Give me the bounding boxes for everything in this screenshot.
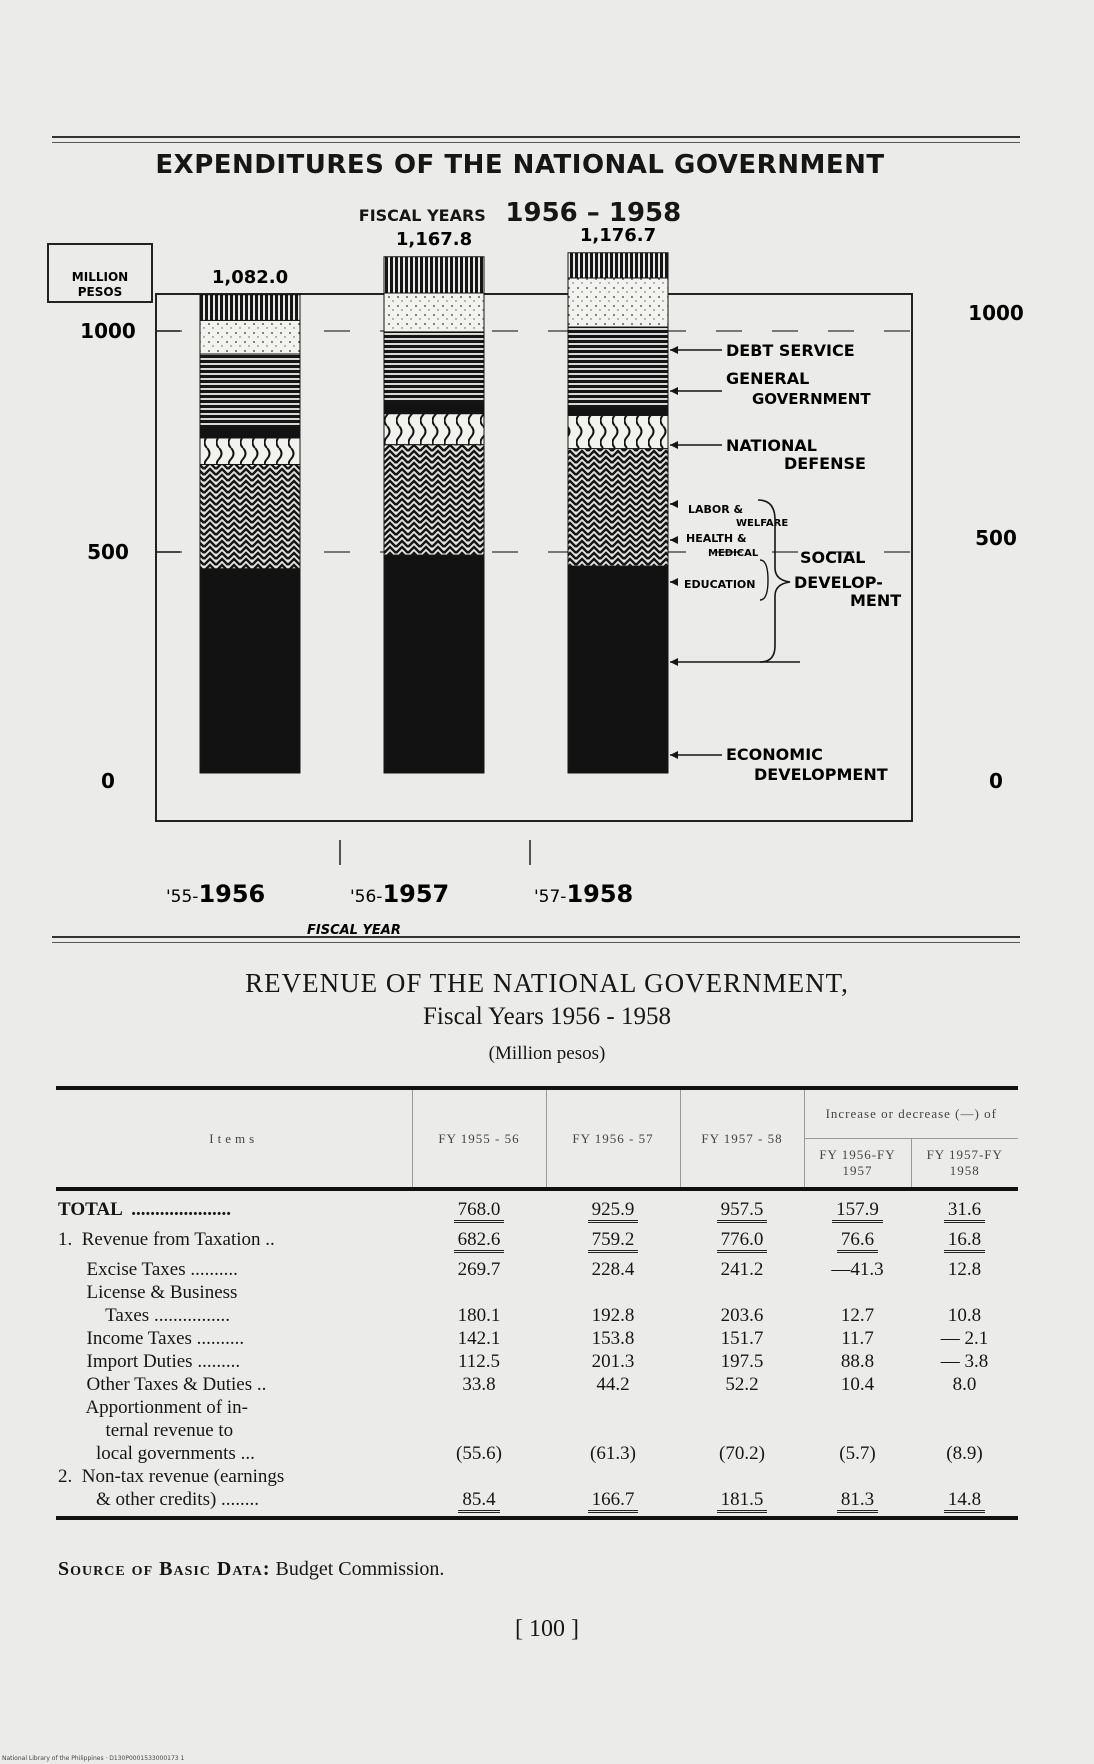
row-value xyxy=(546,1396,680,1419)
table-row xyxy=(56,1419,1018,1442)
legend-social-1: SOCIAL xyxy=(800,548,866,567)
expenditure-chart xyxy=(0,224,1094,950)
category-year: 1958 xyxy=(566,880,634,908)
row-value xyxy=(804,1350,911,1373)
bar-segment xyxy=(384,555,484,773)
bars xyxy=(200,225,668,773)
legend-arrow-social-head xyxy=(670,658,678,666)
bar-segment xyxy=(384,445,484,556)
category-prefix: '55- xyxy=(166,887,199,907)
row-value xyxy=(412,1189,546,1221)
chart-subtitle xyxy=(140,198,900,228)
row-value xyxy=(546,1465,680,1488)
row-label: Import Duties ......... xyxy=(58,1351,241,1372)
bar-segment xyxy=(384,257,484,293)
legend-arrow-debt-head xyxy=(670,346,678,354)
cell-value: 81.3 xyxy=(837,1489,878,1513)
header-change-1: FY 1956-FY 1957 xyxy=(804,1139,911,1190)
table-row xyxy=(56,1396,1018,1419)
row-value xyxy=(412,1465,546,1488)
row-value xyxy=(412,1373,546,1396)
row-value xyxy=(804,1281,911,1304)
table-row xyxy=(56,1251,1018,1281)
top-rule-thin xyxy=(52,142,1020,143)
legend-social-3: MENT xyxy=(850,591,902,610)
cell-value: 166.7 xyxy=(588,1489,639,1513)
category-year: 1956 xyxy=(198,880,266,908)
row-value xyxy=(680,1221,804,1251)
cell-value: 269.7 xyxy=(457,1259,501,1280)
bar-segment xyxy=(568,566,668,773)
row-value xyxy=(546,1350,680,1373)
row-value xyxy=(412,1396,546,1419)
y-tick-right: 1000 xyxy=(968,301,1024,325)
cell-value: 153.8 xyxy=(591,1328,635,1349)
row-value xyxy=(546,1304,680,1327)
row-value xyxy=(546,1373,680,1396)
row-value xyxy=(804,1221,911,1251)
cell-value: — 3.8 xyxy=(940,1351,989,1372)
row-label: & other credits) ........ xyxy=(56,1488,412,1518)
cell-value: — 2.1 xyxy=(940,1328,989,1349)
row-value xyxy=(680,1304,804,1327)
row-value xyxy=(546,1281,680,1304)
table-title: REVENUE OF THE NATIONAL GOVERNMENT, xyxy=(245,968,849,998)
bar-segment xyxy=(384,403,484,413)
header-change-2: FY 1957-FY 1958 xyxy=(911,1139,1018,1190)
bar-segment xyxy=(200,569,300,773)
cell-value: 33.8 xyxy=(462,1374,496,1395)
total-label: 1,167.8 xyxy=(395,228,473,250)
table-row xyxy=(56,1442,1018,1465)
legend-econ-1: ECONOMIC xyxy=(726,745,823,764)
row-value xyxy=(412,1442,546,1465)
row-label: Taxes ................ xyxy=(58,1305,230,1326)
cell-value: 192.8 xyxy=(591,1305,635,1326)
row-value xyxy=(546,1327,680,1350)
row-value xyxy=(804,1327,911,1350)
table-row xyxy=(56,1327,1018,1350)
row-value xyxy=(412,1419,546,1442)
legend-arrow-education-head xyxy=(670,578,678,586)
bar-segment xyxy=(568,327,668,407)
top-rule xyxy=(52,136,1020,138)
bar-segment xyxy=(568,415,668,448)
row-value xyxy=(680,1281,804,1304)
row-label: 2. Non-tax revenue (earnings xyxy=(58,1466,285,1487)
header-change: Increase or decrease (—) of xyxy=(804,1088,1018,1139)
cell-value: 52.2 xyxy=(725,1374,759,1395)
cell-value: 768.0 xyxy=(454,1199,505,1223)
chart-title: EXPENDITURES OF THE NATIONAL GOVERNMENT xyxy=(155,150,885,180)
cell-value: (70.2) xyxy=(719,1443,765,1464)
unit-label-1: MILLION xyxy=(71,270,129,284)
cell-value: 10.4 xyxy=(840,1374,875,1395)
chart-subtitle-prefix: FISCAL YEARS xyxy=(358,206,486,225)
cell-value: 12.7 xyxy=(840,1305,875,1326)
mid-rule-thin xyxy=(52,942,1020,943)
bar-segment xyxy=(568,253,668,278)
mid-rule xyxy=(52,936,1020,938)
row-value xyxy=(680,1465,804,1488)
cell-value: 682.6 xyxy=(454,1229,505,1253)
category-year: 1957 xyxy=(382,880,450,908)
cell-value: 88.8 xyxy=(840,1351,875,1372)
legend-health-2: MEDICAL xyxy=(708,548,759,559)
row-label: ternal revenue to xyxy=(58,1420,234,1441)
row-value xyxy=(546,1419,680,1442)
table-subtitle: Fiscal Years 1956 - 1958 xyxy=(423,1003,671,1030)
row-value xyxy=(804,1419,911,1442)
cell-value: (5.7) xyxy=(839,1443,876,1464)
cell-value: —41.3 xyxy=(831,1259,884,1280)
cell-value: (55.6) xyxy=(456,1443,502,1464)
bar-segment xyxy=(568,407,668,416)
legend-labor-1: LABOR & xyxy=(688,503,744,516)
y-tick-left: 500 xyxy=(87,540,129,564)
row-label: 1. Revenue from Taxation .. xyxy=(58,1229,275,1250)
bar-segment xyxy=(384,332,484,404)
row-value xyxy=(804,1189,911,1221)
row-value xyxy=(680,1442,804,1465)
cell-value: 44.2 xyxy=(596,1374,630,1395)
legend-arrow-labor-head xyxy=(670,500,678,508)
category-prefix: '56- xyxy=(350,887,383,907)
legend xyxy=(670,341,901,784)
row-value xyxy=(412,1327,546,1350)
row-value xyxy=(680,1327,804,1350)
row-value xyxy=(804,1373,911,1396)
row-value xyxy=(546,1442,680,1465)
total-label: 1,176.7 xyxy=(579,224,657,246)
cell-value: 10.8 xyxy=(947,1305,982,1326)
cell-value: 181.5 xyxy=(717,1489,768,1513)
table-row xyxy=(56,1221,1018,1251)
cell-value: 201.3 xyxy=(591,1351,635,1372)
legend-arrow-general-head xyxy=(670,387,678,395)
row-value xyxy=(911,1281,1018,1304)
table-row xyxy=(56,1373,1018,1396)
table-units: (Million pesos) xyxy=(488,1043,606,1064)
header-fy3: FY 1957 - 58 xyxy=(680,1088,804,1189)
row-value xyxy=(911,1304,1018,1327)
cell-value: 12.8 xyxy=(947,1259,982,1280)
cell-value: 759.2 xyxy=(588,1229,639,1253)
row-label: Apportionment of in- xyxy=(58,1397,248,1418)
cell-value: 85.4 xyxy=(458,1489,499,1513)
cell-value: 76.6 xyxy=(837,1229,878,1253)
row-value xyxy=(680,1373,804,1396)
table-row xyxy=(56,1350,1018,1373)
cell-value: 157.9 xyxy=(832,1199,883,1223)
table-row xyxy=(56,1465,1018,1488)
cell-value: 16.8 xyxy=(944,1229,985,1253)
bar-segment xyxy=(200,438,300,465)
cell-value: 925.9 xyxy=(588,1199,639,1223)
cell-value: 14.8 xyxy=(944,1489,985,1513)
row-value xyxy=(911,1327,1018,1350)
bar-segment xyxy=(384,414,484,445)
y-tick-right: 500 xyxy=(975,526,1017,550)
row-value xyxy=(546,1251,680,1281)
cell-value: 228.4 xyxy=(591,1259,635,1280)
cell-value: 776.0 xyxy=(717,1229,768,1253)
table-row xyxy=(56,1281,1018,1304)
source-note xyxy=(58,1558,444,1581)
legend-defense-2: DEFENSE xyxy=(784,454,866,473)
cell-value: 241.2 xyxy=(720,1259,764,1280)
row-label: License & Business xyxy=(58,1282,238,1303)
cell-value: 203.6 xyxy=(720,1305,764,1326)
header-fy1: FY 1955 - 56 xyxy=(412,1088,546,1189)
row-value xyxy=(680,1251,804,1281)
row-value xyxy=(412,1350,546,1373)
category-prefix: '57- xyxy=(534,887,567,907)
legend-education: EDUCATION xyxy=(684,578,756,591)
bar-segment xyxy=(384,293,484,332)
row-value xyxy=(412,1488,546,1518)
legend-labor-2: WELFARE xyxy=(736,518,789,529)
row-value xyxy=(804,1251,911,1281)
y-tick-left: 0 xyxy=(101,769,115,793)
bar-segment xyxy=(200,427,300,438)
cell-value: 197.5 xyxy=(720,1351,764,1372)
category-label xyxy=(350,880,449,908)
cell-value: 8.0 xyxy=(952,1374,977,1395)
x-axis-label: FISCAL YEAR xyxy=(307,923,401,938)
row-value xyxy=(911,1465,1018,1488)
row-value xyxy=(911,1189,1018,1221)
bar-segment xyxy=(200,464,300,568)
cell-value: 31.6 xyxy=(944,1199,985,1223)
row-value xyxy=(911,1396,1018,1419)
revenue-table xyxy=(56,1086,1018,1520)
legend-arrow-defense-head xyxy=(670,441,678,449)
archive-footer: National Library of the Philippines · D130P0001533000173 1 xyxy=(2,1755,185,1762)
row-value xyxy=(680,1350,804,1373)
row-value xyxy=(911,1350,1018,1373)
legend-arrow-econ-head xyxy=(670,751,678,759)
row-value xyxy=(412,1304,546,1327)
row-value xyxy=(680,1396,804,1419)
source-label: Source of Basic Data: xyxy=(58,1558,271,1580)
row-value xyxy=(412,1281,546,1304)
page-number: [ 100 ] xyxy=(515,1616,579,1642)
row-label: Income Taxes .......... xyxy=(58,1328,245,1349)
row-value xyxy=(804,1304,911,1327)
row-value xyxy=(911,1373,1018,1396)
row-value xyxy=(911,1488,1018,1518)
cell-value: 180.1 xyxy=(457,1305,501,1326)
row-value xyxy=(911,1221,1018,1251)
cell-value: 151.7 xyxy=(720,1328,764,1349)
cell-value: (61.3) xyxy=(590,1443,636,1464)
row-value xyxy=(680,1419,804,1442)
row-value xyxy=(680,1488,804,1518)
row-value xyxy=(412,1221,546,1251)
table-row xyxy=(56,1189,1018,1221)
row-label: TOTAL ..................... xyxy=(58,1199,231,1220)
legend-social-2: DEVELOP- xyxy=(794,573,883,592)
row-value xyxy=(911,1442,1018,1465)
cell-value: 957.5 xyxy=(717,1199,768,1223)
bar-segment xyxy=(568,449,668,567)
bar-segment xyxy=(568,278,668,327)
row-value xyxy=(546,1221,680,1251)
legend-econ-2: DEVELOPMENT xyxy=(754,765,888,784)
chart-subtitle-years: 1956 – 1958 xyxy=(505,198,682,228)
row-value xyxy=(546,1488,680,1518)
legend-general-1: GENERAL xyxy=(726,369,810,388)
cell-value: 112.5 xyxy=(457,1351,501,1372)
legend-defense-1: NATIONAL xyxy=(726,436,817,455)
category-label xyxy=(166,880,265,908)
row-value xyxy=(911,1419,1018,1442)
legend-general-2: GOVERNMENT xyxy=(752,390,871,408)
row-value xyxy=(804,1465,911,1488)
row-value xyxy=(804,1396,911,1419)
row-value xyxy=(412,1251,546,1281)
category-label xyxy=(534,880,633,908)
legend-arrow-health-head xyxy=(670,536,678,544)
row-value xyxy=(680,1189,804,1221)
header-items: Items xyxy=(56,1088,412,1189)
table-row xyxy=(56,1304,1018,1327)
row-value xyxy=(546,1189,680,1221)
source-text: Budget Commission. xyxy=(275,1558,445,1580)
cell-value: 11.7 xyxy=(841,1328,874,1349)
y-tick-right: 0 xyxy=(989,769,1003,793)
legend-brace-inner xyxy=(760,560,768,600)
bar-segment xyxy=(200,295,300,321)
table-row xyxy=(56,1488,1018,1518)
row-label: Excise Taxes .......... xyxy=(58,1259,238,1280)
bar-segment xyxy=(200,354,300,427)
revenue-table-body xyxy=(56,1189,1018,1518)
total-label: 1,082.0 xyxy=(211,266,289,288)
cell-value: 142.1 xyxy=(457,1328,501,1349)
bar-segment xyxy=(200,320,300,354)
row-value xyxy=(804,1442,911,1465)
row-value xyxy=(804,1488,911,1518)
row-label: Other Taxes & Duties .. xyxy=(58,1374,267,1395)
header-fy2: FY 1956 - 57 xyxy=(546,1088,680,1189)
unit-label-2: PESOS xyxy=(77,285,123,299)
row-label: local governments ... xyxy=(58,1443,255,1464)
legend-health-1: HEALTH & xyxy=(686,532,747,545)
cell-value: (8.9) xyxy=(946,1443,983,1464)
y-tick-left: 1000 xyxy=(80,319,136,343)
legend-debt-service: DEBT SERVICE xyxy=(726,341,855,360)
row-value xyxy=(911,1251,1018,1281)
